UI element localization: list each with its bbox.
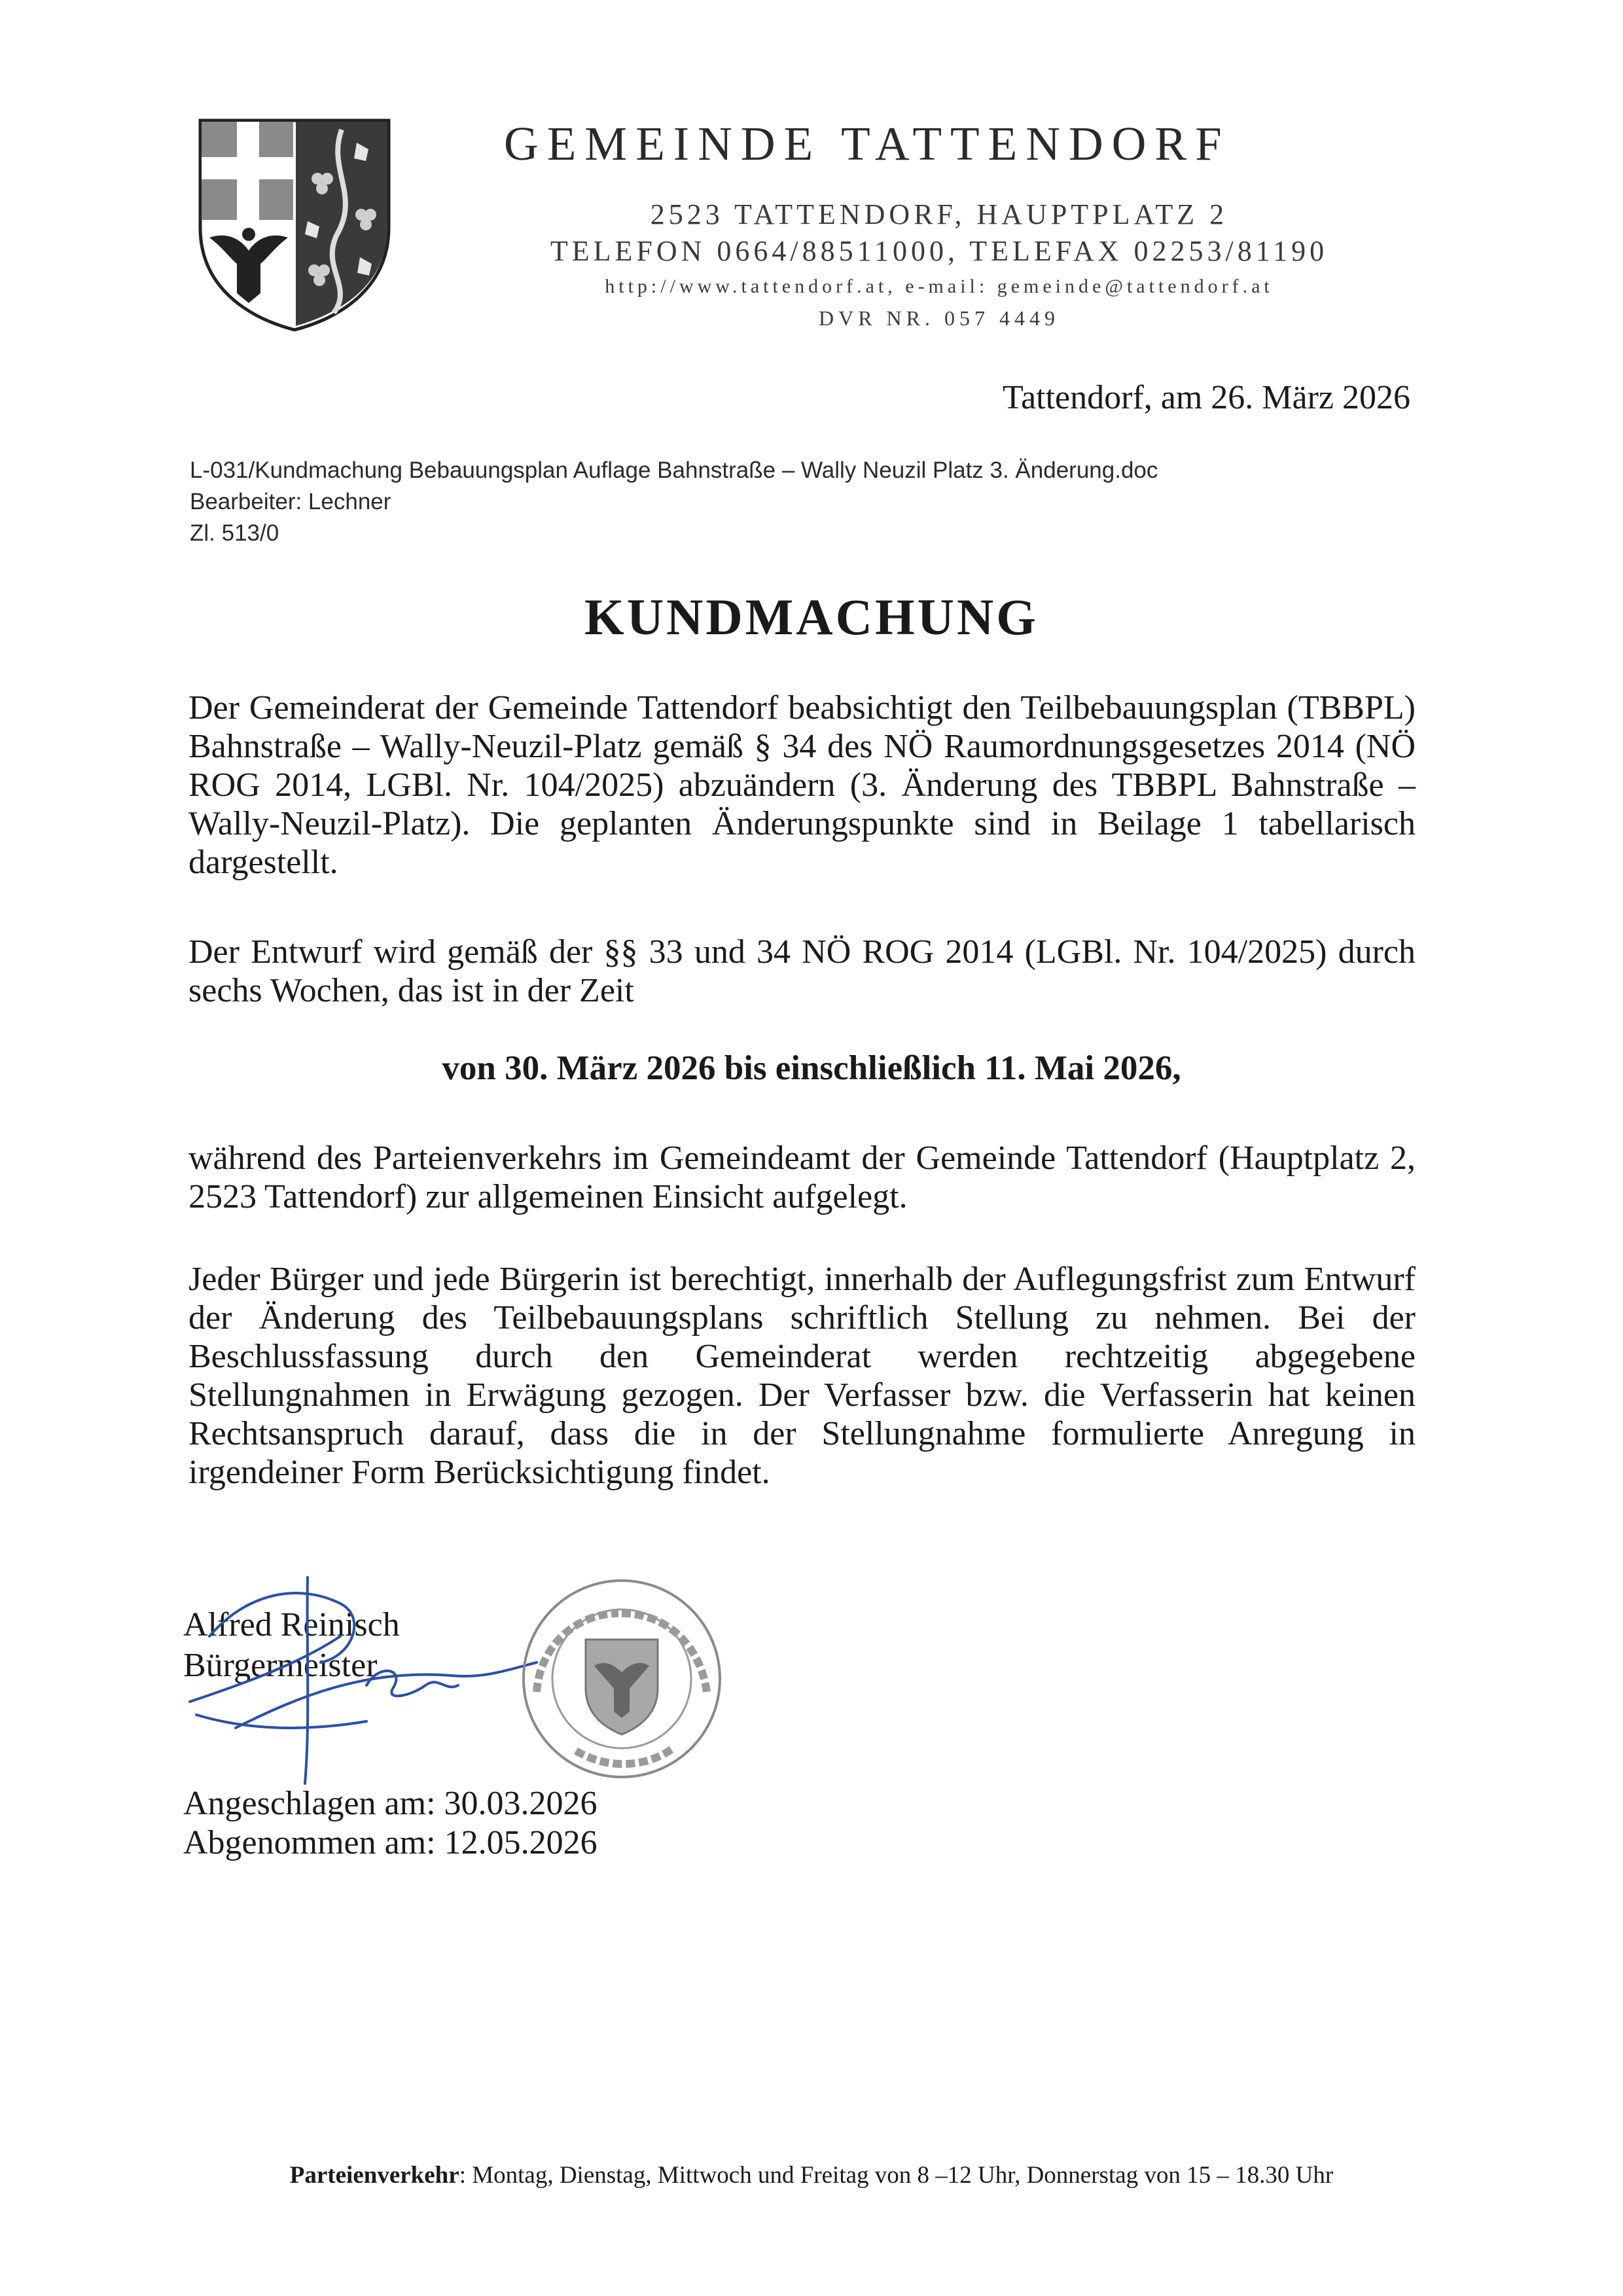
editor-reference: Bearbeiter: Lechner: [190, 489, 391, 514]
body-paragraph-2: Der Entwurf wird gemäß der §§ 33 und 34 NÖ ROG 2014 (LGBl. Nr. 104/2025) durch sechs Wochen, das ist in der Zeit: [188, 933, 1416, 1009]
letterhead-contact: [497, 196, 1381, 332]
display-period: von 30. März 2026 bis einschließlich 11. Mai 2026,: [442, 1049, 1181, 1087]
office-hours-label: Parteienverkehr: [289, 2162, 459, 2189]
posted-date: Angeschlagen am: 30.03.2026: [183, 1785, 597, 1822]
signatory-name: Alfred Reinisch: [183, 1606, 400, 1643]
office-hours-footer: [0, 2161, 1623, 2189]
body-paragraph-3: während des Parteienverkehrs im Gemeindeamt der Gemeinde Tattendorf (Hauptplatz 2, 2523 Tattendorf) zur allgemeinen Einsicht aufgelegt.: [188, 1139, 1416, 1215]
file-number: Zl. 513/0: [190, 520, 279, 546]
file-reference: L-031/Kundmachung Bebauungsplan Auflage Bahnstraße – Wally Neuzil Platz 3. Änderung.doc: [190, 457, 1158, 483]
page-title: KUNDMACHUNG: [584, 588, 1039, 645]
phone-fax-line: TELEFON 0664/88511000, TELEFAX 02253/81190: [550, 235, 1329, 267]
posting-dates: [183, 1784, 597, 1863]
document-references: [190, 455, 1158, 549]
office-hours-text: : Montag, Dienstag, Mittwoch und Freitag von 8 –12 Uhr, Donnerstag von 15 – 18.30 Uhr: [459, 2162, 1334, 2189]
body-paragraph-1: Der Gemeinderat der Gemeinde Tattendorf beabsichtigt den Teilbebauungsplan (TBBPL) Bahnstraße – Wally-Neuzil-Platz gemäß § 34 des NÖ Raumordnungsgesetzes 2014 (NÖ ROG 2014, LGBl. Nr. 104/2025) abzuändern (3. Änderung des TBBPL Bahnstraße – Wally-Neuzil-Platz). Die geplanten Änderungspunkte sind in Beilage 1 tabellarisch dargestellt.: [188, 689, 1416, 881]
web-email-line: http://www.tattendorf.at, e-mail: gemeinde@tattendorf.at: [605, 276, 1274, 297]
official-seal-icon: [510, 1568, 733, 1790]
removed-date: Abgenommen am: 12.05.2026: [183, 1824, 597, 1861]
municipal-crest-icon: [196, 117, 393, 334]
dvr-number: DVR NR. 057 4449: [818, 306, 1060, 330]
organization-name: GEMEINDE TATTENDORF: [504, 117, 1230, 170]
address-line: 2523 TATTENDORF, HAUPTPLATZ 2: [650, 198, 1228, 230]
document-date: Tattendorf, am 26. März 2026: [1002, 379, 1410, 416]
signatory-title: Bürgermeister: [183, 1647, 378, 1684]
body-paragraph-4: Jeder Bürger und jede Bürgerin ist berechtigt, innerhalb der Auflegungsfrist zum Entwurf der Änderung des Teilbebauungsplans schriftlich Stellung zu nehmen. Bei der Beschlussfassung durch den Gemeinderat werden rechtzeitig abgegebene Stellungnahmen in Erwägung gezogen. Der Verfasser bzw. die Verfasserin hat keinen Rechtsanspruch darauf, dass die in der Stellungnahme formulierte Anregung in irgendeiner Form Berücksichtigung findet.: [188, 1261, 1416, 1491]
